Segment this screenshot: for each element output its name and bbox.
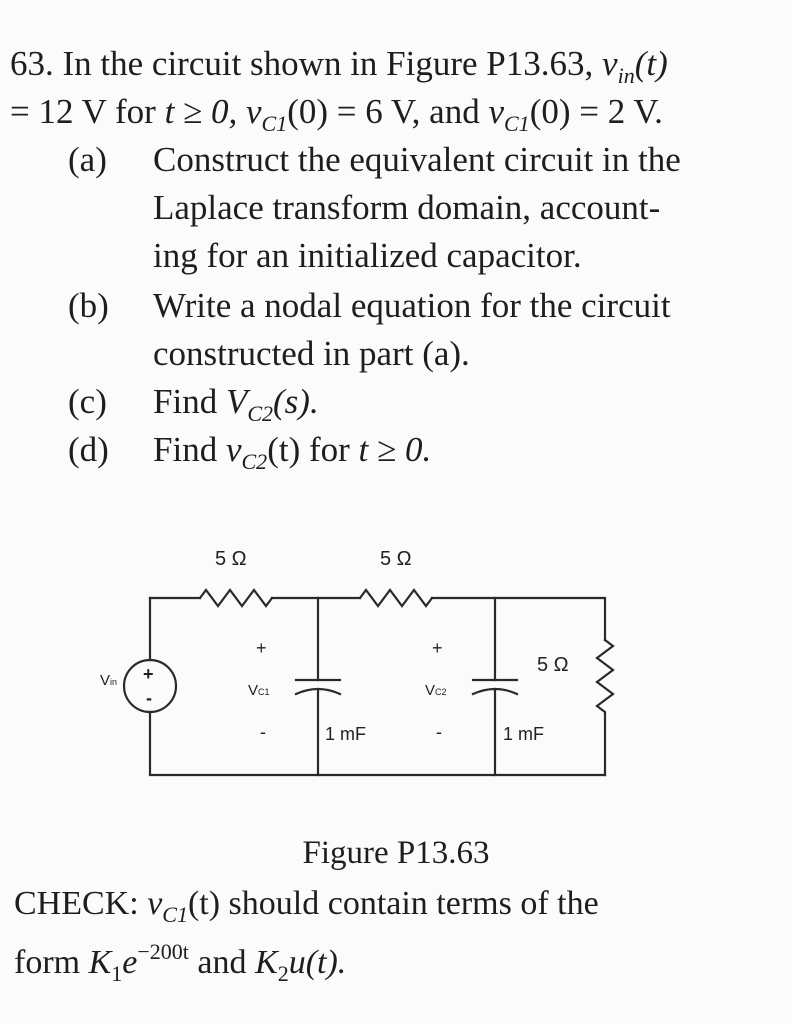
- check-line-1-post: (t) should contain terms of the: [187, 885, 599, 922]
- given-prefix: = 12 V for: [10, 92, 156, 131]
- vc1-minus: -: [260, 722, 266, 742]
- c2-label: 1 mF: [503, 724, 545, 744]
- part-d-label: (d): [68, 430, 109, 469]
- c1-label: 1 mF: [325, 724, 367, 744]
- check-k2-sub: 2: [277, 961, 289, 986]
- check-exponent: −200t: [137, 939, 189, 964]
- check-var-sub: C1: [162, 902, 188, 927]
- check-line-2: [14, 932, 346, 994]
- part-a-line-3: ing for an initialized capacitor.: [153, 236, 582, 275]
- given-v1-rest: (0) = 6 V, and: [287, 92, 480, 131]
- part-a-line-2: Laplace transform domain, account-: [153, 188, 661, 227]
- part-c-sub: C2: [247, 401, 274, 426]
- r3-label: 5 Ω: [537, 654, 569, 676]
- part-a-line-1: Construct the equivalent circuit in the: [153, 140, 681, 179]
- wire-top-3: [432, 598, 605, 640]
- given-v1: v: [246, 92, 262, 131]
- vc2-minus: -: [436, 722, 442, 742]
- vc2-label-sub: C2: [435, 687, 447, 697]
- part-c-post: (s).: [273, 382, 319, 421]
- check-line-1: [14, 884, 599, 935]
- source-plus: +: [143, 664, 154, 684]
- part-b-line-1: Write a nodal equation for the circuit: [153, 286, 671, 325]
- check-e: e: [122, 944, 138, 981]
- part-c-var: V: [225, 382, 248, 421]
- r2-label: 5 Ω: [380, 548, 412, 570]
- resistor-r3: [597, 640, 613, 775]
- vin-label-v: V: [100, 672, 111, 689]
- part-a-label: (a): [68, 140, 107, 179]
- vc1-label-v: V: [248, 682, 259, 699]
- problem-intro: In the circuit shown in Figure P13.63,: [62, 44, 594, 83]
- part-c-label: (c): [68, 382, 107, 421]
- check-k2: K: [255, 944, 278, 981]
- given-time-cond: t ≥ 0,: [164, 92, 238, 131]
- check-u: u(t).: [288, 944, 347, 981]
- given-v2-sub: C1: [504, 111, 530, 136]
- vin-arg: (t): [634, 44, 668, 83]
- check-k1-sub: 1: [111, 961, 123, 986]
- check-var: v: [147, 885, 163, 922]
- vc1-label-sub: C1: [258, 687, 270, 697]
- check-form-word: form: [14, 944, 81, 981]
- part-b-label: (b): [68, 286, 109, 325]
- given-v2-rest: (0) = 2 V.: [529, 92, 663, 131]
- vin-sub: in: [617, 63, 635, 88]
- part-d-post: (t) for: [267, 430, 350, 469]
- problem-number: 63.: [10, 44, 54, 83]
- part-d-sub: C2: [241, 449, 268, 474]
- vc2-plus: +: [432, 638, 443, 658]
- vin-label-sub: in: [110, 677, 118, 687]
- given-v1-sub: C1: [261, 111, 288, 136]
- check-and: and: [197, 944, 247, 981]
- part-c-pre: Find: [153, 382, 218, 421]
- vc2-label: [425, 682, 447, 699]
- part-b-line-2: constructed in part (a).: [153, 334, 470, 373]
- check-k1: K: [88, 944, 112, 981]
- part-d-var: v: [225, 430, 242, 469]
- vc2-label-v: V: [425, 682, 436, 699]
- vin-var: v: [602, 44, 618, 83]
- given-v2: v: [488, 92, 504, 131]
- vin-label: [100, 672, 117, 689]
- vc1-label: [248, 682, 270, 699]
- resistor-r1: [200, 590, 272, 606]
- r1-label: 5 Ω: [215, 548, 247, 570]
- resistor-r2: [360, 590, 432, 606]
- vc1-plus: +: [256, 638, 267, 658]
- check-label: CHECK:: [14, 885, 139, 922]
- figure-caption: Figure P13.63: [302, 835, 490, 871]
- part-d-pre: Find: [153, 430, 218, 469]
- part-d-cond: t ≥ 0.: [358, 430, 432, 469]
- source-minus: -: [146, 688, 152, 708]
